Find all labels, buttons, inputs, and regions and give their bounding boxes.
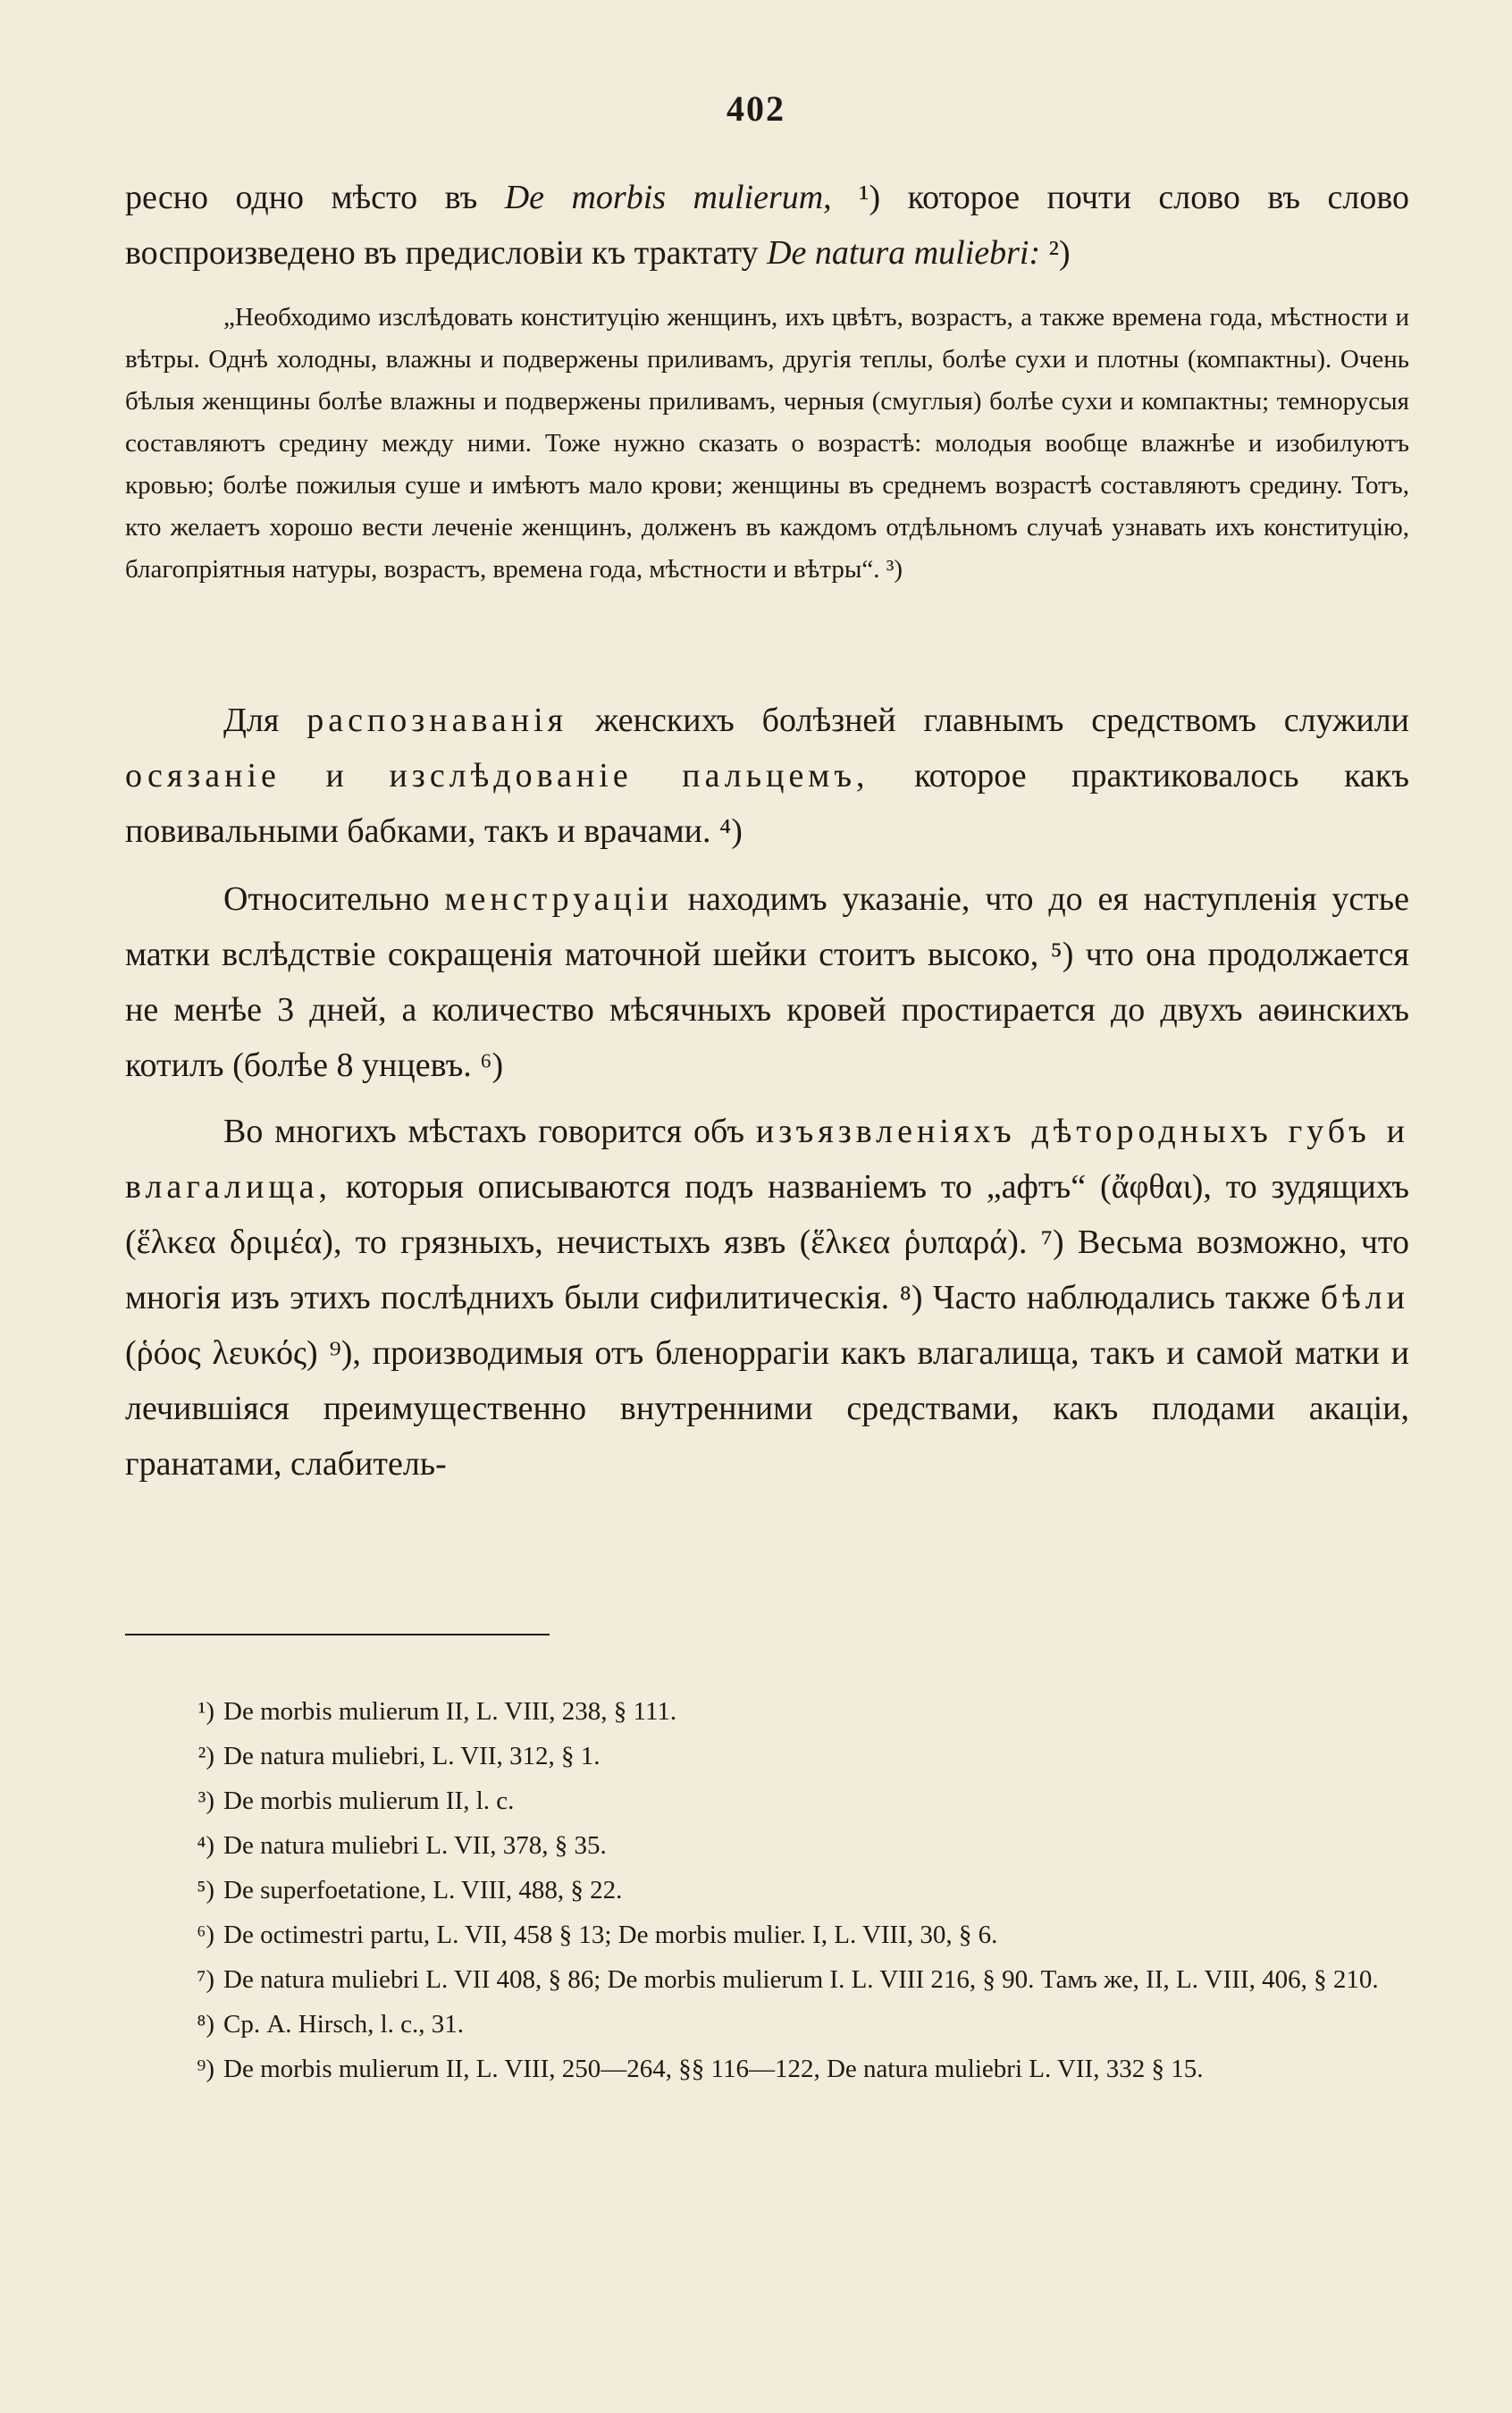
spaced-term: изслѣдованіе пальцемъ,	[389, 757, 869, 795]
footnote-text: Ср. A. Hirsch, l. c., 31.	[223, 2010, 465, 2039]
footnote-text: De natura muliebri L. VII, 378, § 35.	[223, 1831, 607, 1860]
footnote	[125, 1823, 1409, 1868]
text-run: женскихъ болѣзней главнымъ средствомъ служили	[567, 702, 1410, 739]
footnote-text: De natura muliebri L. VII 408, § 86; De morbis mulierum I. L. VIII 216, § 90. Тамъ же, II, L. VIII, 406, § 210.	[223, 1965, 1379, 1994]
footnote-number: ⁸)	[197, 2010, 214, 2039]
text-run: Во многихъ мѣстахъ говорится объ	[223, 1113, 756, 1150]
text-run: Для	[223, 702, 307, 739]
spaced-term: бѣли	[1320, 1279, 1409, 1316]
quote-block	[125, 297, 1409, 591]
footnote-number: ⁴)	[197, 1831, 214, 1860]
paragraph-2	[125, 693, 1409, 859]
spaced-term: распознаванія	[307, 702, 568, 739]
footnote-number: ³)	[197, 1787, 214, 1815]
footnote-ref: ²)	[1040, 234, 1071, 272]
text-run: ¹) которое почти слово въ слово воспроизведено въ предисловіи къ трактату	[125, 179, 1409, 272]
work-title: De morbis mulierum,	[504, 179, 832, 216]
footnote-number: ²)	[197, 1742, 214, 1770]
page-number: 402	[727, 88, 785, 129]
paragraph-4-block	[125, 1104, 1409, 1492]
footnotes	[125, 1689, 1409, 2091]
paragraph-1	[125, 170, 1409, 281]
text-run: Относительно	[223, 880, 445, 918]
text-run: и	[280, 757, 390, 795]
footnote	[125, 1778, 1409, 1823]
text-run: (ῥόος λευκός) ⁹), производимыя отъ бленоррагіи какъ влагалища, такъ и самой матки и лечившіяся преимущественно внутренними средствами, какъ плодами акаціи, гранатами, слабитель-	[125, 1334, 1409, 1483]
footnote-number: ⁷)	[197, 1965, 214, 1994]
footnote-number: ⁹)	[197, 2055, 214, 2083]
footnote	[125, 1689, 1409, 1734]
footnote-text: De morbis mulierum II, l. c.	[223, 1787, 515, 1815]
footnote-number: ⁵)	[197, 1876, 214, 1904]
text-run: находимъ указаніе, что до ея наступленія устье матки вслѣдствіе сокращенія маточной шейки стоитъ высоко, ⁵) что она продолжается не менѣе 3 дней, а количество мѣсячныхъ кровей простирается до двухъ аѳинскихъ котилъ (болѣе 8 унцевъ. ⁶)	[125, 880, 1409, 1084]
footnote-number: ¹)	[197, 1697, 214, 1726]
footnote-text: De natura muliebri, L. VII, 312, § 1.	[223, 1742, 601, 1770]
footnote	[125, 1957, 1409, 2002]
footnote	[125, 1734, 1409, 1778]
paragraph-3	[125, 871, 1409, 1093]
quotation: „Необходимо изслѣдовать конституцію женщинъ, ихъ цвѣтъ, возрастъ, а также времена года, мѣстности и вѣтры. Однѣ холодны, влажны и подвержены приливамъ, другія теплы, болѣе сухи и плотны (компактны). Очень бѣлыя женщины болѣе влажны и подвержены приливамъ, черныя (смуглыя) болѣе сухи и компактны; темнорусыя составляютъ средину между ними. Тоже нужно сказать о возрастѣ: молодыя вообще влажнѣе и изобилуютъ кровью; болѣе пожилыя суше и имѣютъ мало крови; женщины въ среднемъ возрастѣ составляютъ средину. Тотъ, кто желаетъ хорошо вести леченіе женщинъ, долженъ въ каждомъ отдѣльномъ случаѣ узнавать ихъ конституцію, благопріятныя натуры, возрастъ, времена года, мѣстности и вѣтры“. ³)	[125, 303, 1409, 584]
footnote-number: ⁶)	[197, 1921, 214, 1949]
spaced-term: осязаніе	[125, 757, 281, 795]
footnote	[125, 1868, 1409, 1913]
text-run: ресно одно мѣсто въ	[125, 179, 505, 216]
spaced-term: менструаціи	[444, 880, 673, 918]
footnote-text: De octimestri partu, L. VII, 458 § 13; De morbis mulier. I, L. VIII, 30, § 6.	[223, 1921, 998, 1949]
footnote-text: De morbis mulierum II, L. VIII, 250—264, §§ 116—122, De natura muliebri L. VII, 332 § 15.	[223, 2055, 1204, 2083]
work-title: De natura muliebri:	[767, 234, 1041, 272]
footnote-text: De superfoetatione, L. VIII, 488, § 22.	[223, 1876, 623, 1904]
paragraph-3-block	[125, 871, 1409, 1093]
text-run: которое практиковалось какъ повивальными бабками, такъ и врачами. ⁴)	[125, 757, 1409, 850]
footnote	[125, 2047, 1409, 2091]
paragraph-4	[125, 1104, 1409, 1492]
footnote-text: De morbis mulierum II, L. VIII, 238, § 111.	[223, 1697, 677, 1726]
footnote	[125, 1913, 1409, 1957]
main-text	[125, 170, 1409, 281]
footnote	[125, 2002, 1409, 2047]
text-run: которыя описываются подъ названіемъ то „афтъ“ (ἄφθαι), то зудящихъ (ἕλκεα δριμέα), то грязныхъ, нечистыхъ язвъ (ἕλκεα ῥυπαρά). ⁷) Весьма возможно, что многія изъ этихъ послѣднихъ были сифилитическія. ⁸) Часто наблюдались также	[125, 1168, 1409, 1316]
paragraph-2-block	[125, 693, 1409, 859]
spaced-term: изъязвленіяхъ дѣтородныхъ губъ и влагалища,	[125, 1113, 1409, 1206]
footnote-divider	[125, 1634, 550, 1635]
